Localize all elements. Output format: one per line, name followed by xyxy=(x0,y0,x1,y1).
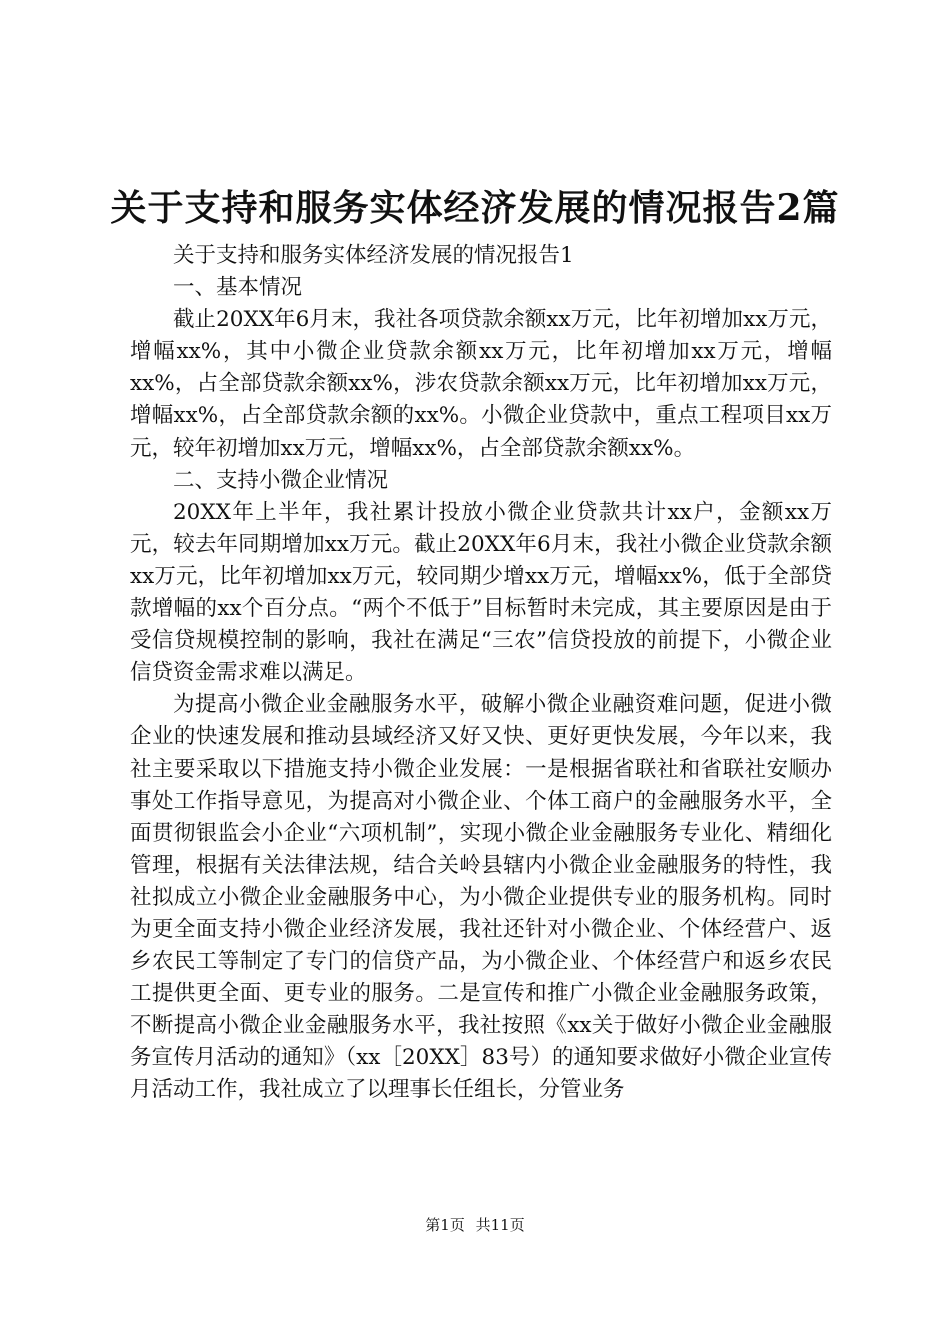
page-number: 第1页 xyxy=(425,1216,465,1234)
page-total: 共11页 xyxy=(475,1216,525,1234)
document-body xyxy=(130,240,832,1107)
page-footer xyxy=(0,1214,950,1236)
report-subtitle: 关于支持和服务实体经济发展的情况报告1 xyxy=(173,243,574,268)
section-heading-support: 二、支持小微企业情况 xyxy=(173,467,389,493)
paragraph-support-2: 为提高小微企业金融服务水平，破解小微企业融资难问题，促进小微企业的快速发展和推动县域经济又好又快、更好更快发展，今年以来，我社主要采取以下措施支持小微企业发展：一是根据省联社和省联社安顺办事处工作指导意见，为提高对小微企业、个体工商户的金融服务水平，全面贯彻银监会小企业“六项机制”，实现小微企业金融服务专业化、精细化管理，根据有关法律法规，结合关岭县辖内小微企业金融服务的特性，我社拟成立小微企业金融服务中心，为小微企业提供专业的服务机构。同时为更全面支持小微企业经济发展，我社还针对小微企业、个体经营户、返乡农民工等制定了专门的信贷产品，为小微企业、个体经营户和返乡农民工提供更全面、更专业的服务。二是宣传和推广小微企业金融服务政策，不断提高小微企业金融服务水平，我社按照《xx关于做好小微企业金融服务宣传月活动的通知》（xx［20XX］83号）的通知要求做好小微企业宣传月活动工作，我社成立了以理事长任组长，分管业务 xyxy=(130,692,832,1103)
paragraph-basic-situation: 截止20XX年6月末，我社各项贷款余额xx万元，比年初增加xx万元，增幅xx%，其中小微企业贷款余额xx万元，比年初增加xx万元，增幅xx%，占全部贷款余额xx%，涉农贷款余额xx万元，比年初增加xx万元，增幅xx%，占全部贷款余额的xx%。小微企业贷款中，重点工程项目xx万元，较年初增加xx万元，增幅xx%，占全部贷款余额xx%。 xyxy=(130,307,832,461)
paragraph-support-1: 20XX年上半年，我社累计投放小微企业贷款共计xx户，金额xx万元，较去年同期增加xx万元。截止20XX年6月末，我社小微企业贷款余额xx万元，比年初增加xx万元，较同期少增xx万元，增幅xx%，低于全部贷款增幅的xx个百分点。“两个不低于”目标暂时未完成，其主要原因是由于受信贷规模控制的影响，我社在满足“三农”信贷投放的前提下，小微企业信贷资金需求难以满足。 xyxy=(130,499,832,686)
section-heading-basic: 一、基本情况 xyxy=(173,275,303,301)
document-title: 关于支持和服务实体经济发展的情况报告2篇 xyxy=(110,187,840,229)
